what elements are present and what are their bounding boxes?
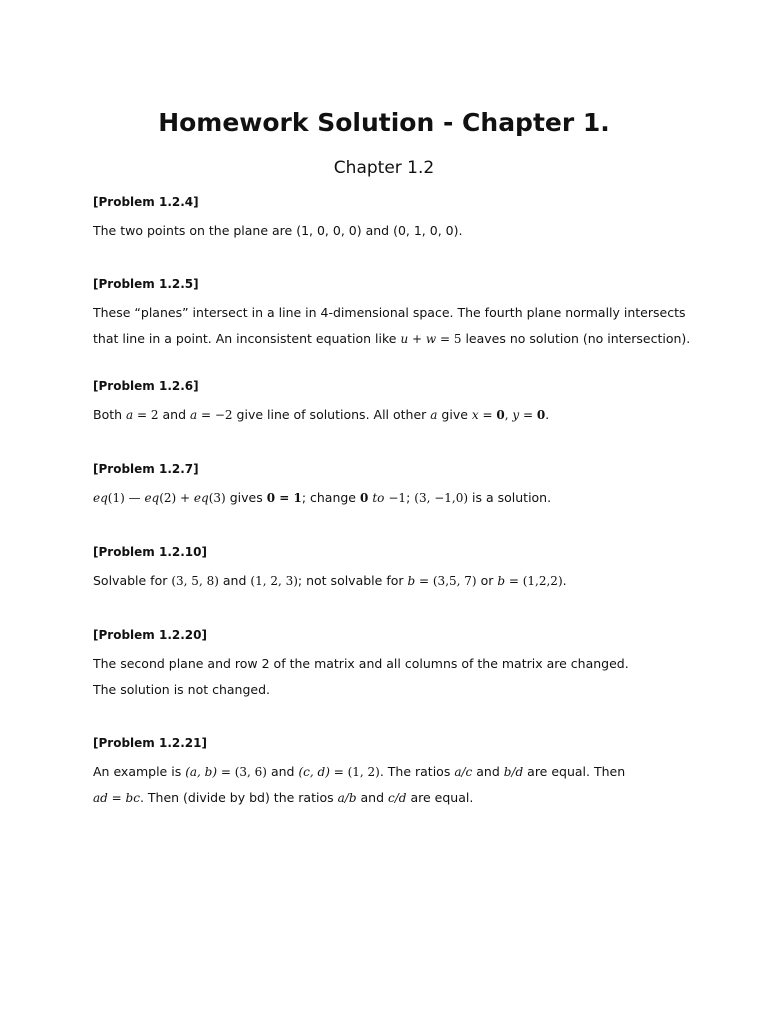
document-title: Homework Solution - Chapter 1. bbox=[158, 108, 610, 137]
math-variable: w bbox=[425, 332, 437, 346]
text-segment: ; not solvable for bbox=[297, 573, 404, 588]
math-bold-value: 0 bbox=[359, 491, 369, 505]
text-segment: An example is bbox=[93, 764, 182, 779]
math-bold-value: 0 bbox=[496, 408, 505, 422]
text-segment: . Then (divide by bd) the ratios bbox=[139, 790, 334, 805]
problem-text bbox=[93, 402, 693, 428]
math-value: (1) — bbox=[107, 491, 145, 505]
math-variable: b bbox=[407, 574, 416, 588]
math-variable: a bbox=[190, 408, 198, 422]
problem-text-line-2: The solution is not changed. bbox=[93, 682, 271, 697]
text-segment: Both bbox=[93, 407, 123, 422]
math-operator: = bbox=[107, 791, 126, 805]
math-variable: a bbox=[126, 408, 134, 422]
math-variable: eq bbox=[93, 491, 108, 505]
math-value: = 2 bbox=[133, 408, 159, 422]
math-variable: b bbox=[497, 574, 506, 588]
text-segment: and bbox=[476, 764, 500, 779]
math-value: = (1, 2) bbox=[329, 765, 380, 779]
math-value: (2) + bbox=[159, 491, 194, 505]
math-variable: x bbox=[471, 408, 479, 422]
math-variable: u bbox=[400, 332, 409, 346]
math-expression: b/d bbox=[503, 765, 524, 779]
text-segment: are equal. bbox=[410, 790, 474, 805]
math-value: = 5 bbox=[436, 332, 462, 346]
problem-header: [Problem 1.2.6] bbox=[93, 379, 199, 393]
math-operator: = bbox=[519, 408, 537, 422]
text-segment: . bbox=[545, 407, 550, 422]
math-variable: eq bbox=[193, 491, 209, 505]
problem-header: [Problem 1.2.7] bbox=[93, 462, 199, 476]
text-segment: is a solution. bbox=[472, 490, 552, 505]
text-segment: give bbox=[441, 407, 468, 422]
problem-header: [Problem 1.2.20] bbox=[93, 628, 207, 642]
math-variable: y bbox=[512, 408, 520, 422]
text-segment: and bbox=[222, 573, 247, 588]
text-segment: Solvable for bbox=[93, 573, 168, 588]
math-operator: = bbox=[478, 408, 497, 422]
text-segment: . bbox=[562, 573, 567, 588]
math-expression: c/d bbox=[388, 791, 407, 805]
problem-1-2-4 bbox=[93, 192, 693, 244]
text-segment: leaves no solution (no intersection). bbox=[465, 331, 691, 346]
problem-text-line-1 bbox=[93, 759, 693, 785]
text-segment: gives bbox=[229, 490, 263, 505]
problem-header: [Problem 1.2.10] bbox=[93, 545, 207, 559]
text-segment: that line in a point. An inconsistent equation like bbox=[93, 331, 397, 346]
text-segment: and bbox=[270, 764, 295, 779]
problem-header: [Problem 1.2.4] bbox=[93, 195, 199, 209]
problem-text bbox=[93, 568, 693, 594]
problem-text bbox=[93, 485, 693, 511]
problem-1-2-21 bbox=[93, 733, 693, 811]
math-expression: bc bbox=[125, 791, 140, 805]
math-value: = (3,5, 7) bbox=[415, 574, 477, 588]
problem-header: [Problem 1.2.21] bbox=[93, 736, 207, 750]
math-value: −1 bbox=[388, 491, 407, 505]
math-expression: a/b bbox=[337, 791, 357, 805]
math-operator: , bbox=[504, 408, 513, 422]
problem-text-line-1: The second plane and row 2 of the matrix and all columns of the matrix are changed. bbox=[93, 656, 629, 671]
text-segment: and bbox=[360, 790, 385, 805]
math-variable: eq bbox=[144, 491, 160, 505]
math-bold-value: 0 = 1 bbox=[266, 491, 302, 505]
math-value: (3, 5, 8) bbox=[171, 574, 219, 588]
math-value: = (3, 6) bbox=[217, 765, 267, 779]
problem-1-2-20 bbox=[93, 625, 693, 703]
text-segment: give line of solutions. All other bbox=[236, 407, 427, 422]
math-value: (3, −1,0) bbox=[414, 491, 469, 505]
math-expression: (c, d) bbox=[298, 765, 330, 779]
math-expression: ad bbox=[93, 791, 108, 805]
text-segment: are equal. Then bbox=[527, 764, 626, 779]
problem-1-2-10 bbox=[93, 542, 693, 594]
chapter-heading: Chapter 1.2 bbox=[333, 158, 435, 178]
math-value: = −2 bbox=[197, 408, 233, 422]
text-segment: ; change bbox=[301, 490, 356, 505]
problem-text-line-1: These “planes” intersect in a line in 4-dimensional space. The fourth plane normally intersects bbox=[93, 305, 686, 320]
text-segment: or bbox=[480, 573, 494, 588]
text-segment: ; bbox=[406, 490, 411, 505]
problem-1-2-5 bbox=[93, 274, 693, 352]
math-variable: a bbox=[430, 408, 438, 422]
math-value: = (1,2,2) bbox=[505, 574, 563, 588]
problem-text-line-2 bbox=[93, 326, 693, 352]
math-value: (1, 2, 3) bbox=[250, 574, 298, 588]
problem-1-2-6 bbox=[93, 376, 693, 428]
problem-text: The two points on the plane are (1, 0, 0, 0) and (0, 1, 0, 0). bbox=[93, 223, 463, 238]
math-bold-value: 0 bbox=[536, 408, 546, 422]
math-expression: a/c bbox=[454, 765, 473, 779]
text-segment: and bbox=[162, 407, 187, 422]
problem-1-2-7 bbox=[93, 459, 693, 511]
math-expression: (a, b) bbox=[185, 765, 218, 779]
problem-header: [Problem 1.2.5] bbox=[93, 277, 199, 291]
problem-text-line-2 bbox=[93, 785, 693, 811]
math-value: (3) bbox=[208, 491, 226, 505]
math-operator: + bbox=[408, 332, 426, 346]
math-variable: to bbox=[372, 491, 385, 505]
text-segment: . The ratios bbox=[379, 764, 451, 779]
